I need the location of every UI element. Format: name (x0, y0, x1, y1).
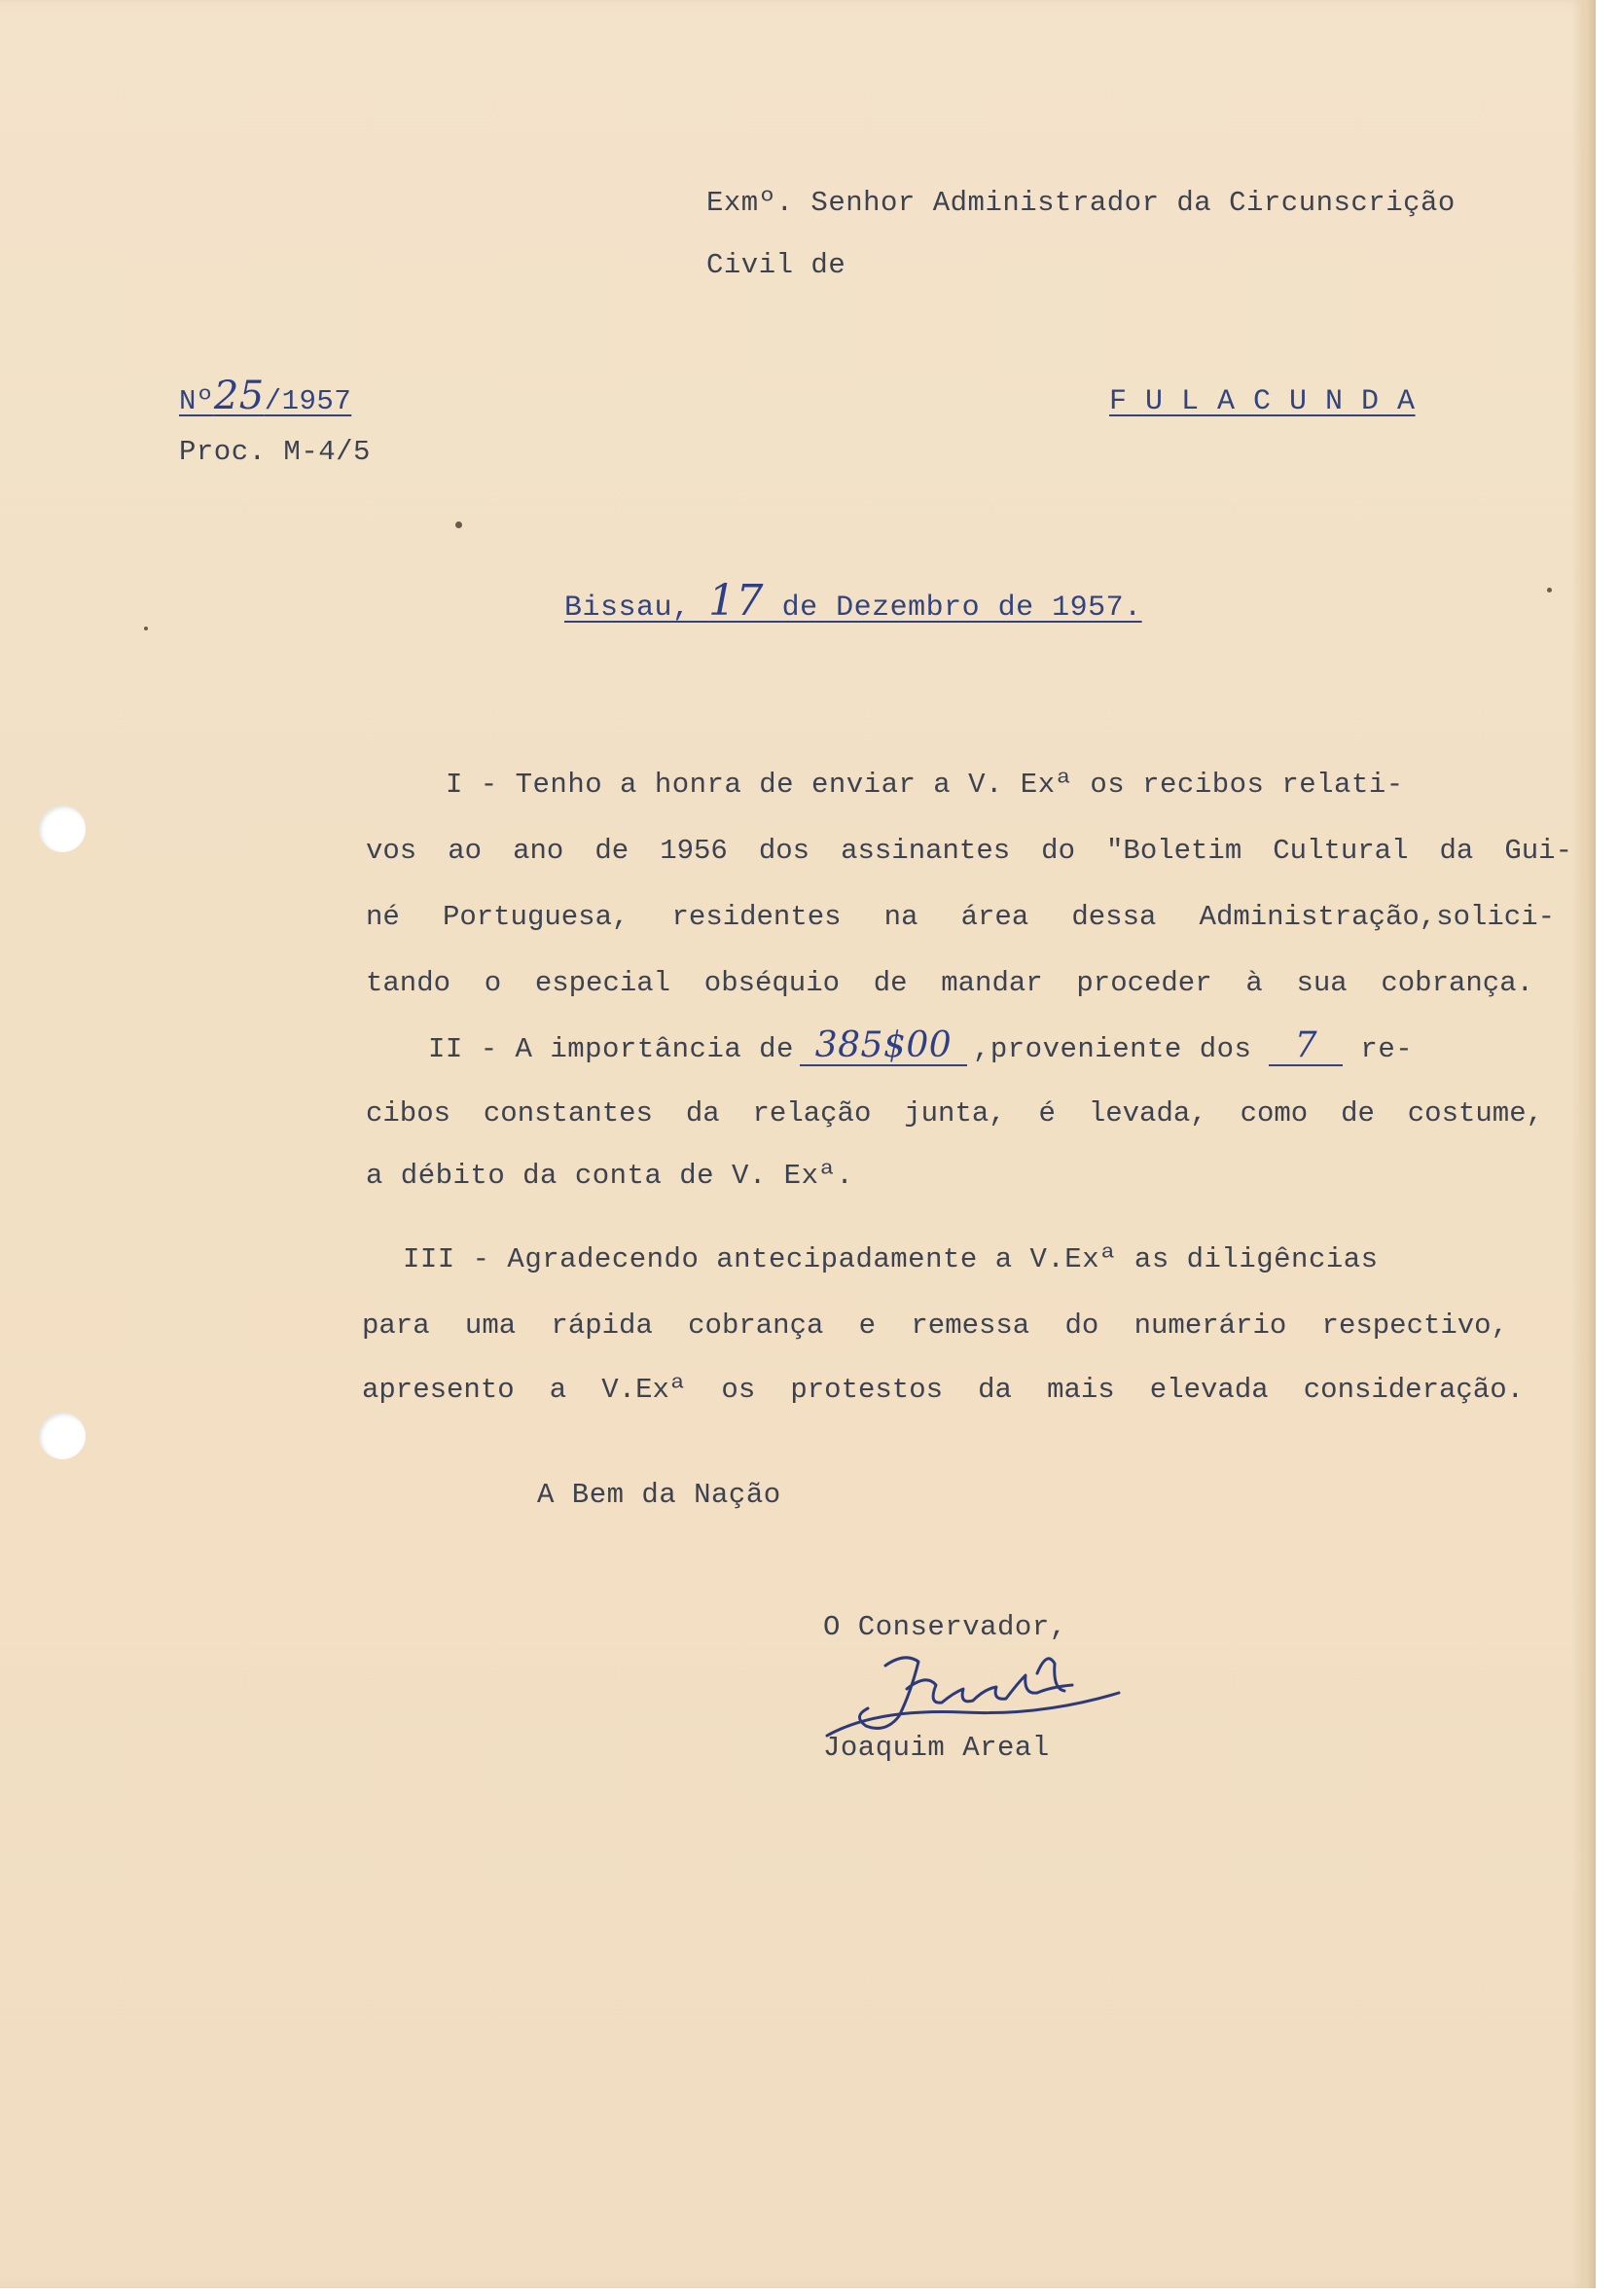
reference-number-year: /1957 (264, 385, 352, 417)
paper-speck (1547, 588, 1552, 592)
paragraph-3-line-2: para uma rápida cobrança e remessa do numerário respectivo, (362, 1309, 1508, 1342)
receipt-count-handwritten: 7 (1294, 1025, 1318, 1065)
addressee-place: F U L A C U N D A (1109, 385, 1416, 418)
paragraph-1-line-3: né Portuguesa, residentes na área dessa Administração,solici- (366, 901, 1555, 933)
dateline-city: Bissau, (564, 592, 691, 625)
paragraph-1-line-4: tando o especial obséquio de mandar proceder à sua cobrança. (366, 967, 1533, 999)
paper-edge (1572, 0, 1596, 2288)
paragraph-2-line-2: cibos constantes da relação junta, é levada, como de costume, (366, 1097, 1543, 1130)
process-reference: Proc. M-4/5 (179, 436, 371, 468)
dateline (564, 576, 1142, 626)
paragraph-3-line-1: III - Agradecendo antecipadamente a V.Exª as diligências (403, 1243, 1379, 1275)
paragraph-1-line-2: vos ao ano de 1956 dos assinantes do "Boletim Cultural da Gui- (366, 835, 1572, 867)
paragraph-1-line-1: I - Tenho a honra de enviar a V. Exª os recibos relati- (446, 769, 1404, 801)
paragraph-3-line-3: apresento a V.Exª os protestos da mais elevada consideração. (362, 1374, 1524, 1406)
signer-name: Joaquim Areal (823, 1732, 1050, 1764)
reference-number-handwritten: 25 (213, 374, 265, 418)
addressee-line-2: Civil de (706, 249, 846, 281)
closing-salutation: A Bem da Nação (537, 1479, 781, 1511)
reference-number-prefix: Nº (179, 385, 214, 417)
paragraph-2-line-3: a débito da conta de V. Exª. (366, 1160, 854, 1192)
paper-speck (455, 521, 462, 528)
paragraph-2-line-1-mid: ,proveniente dos (972, 1033, 1252, 1065)
paragraph-2-line-1-end: re- (1360, 1033, 1414, 1065)
addressee-line-1: Exmº. Senhor Administrador da Circunscrição (706, 187, 1456, 219)
reference-number (179, 374, 351, 418)
dateline-day-handwritten: 17 (708, 576, 765, 626)
paper-speck (144, 627, 148, 630)
dateline-rest: de Dezembro de 1957. (781, 592, 1142, 625)
signer-title: O Conservador, (823, 1611, 1067, 1643)
amount-handwritten: 385$00 (814, 1025, 953, 1065)
paragraph-2-line-1-start: II - A importância de (428, 1033, 794, 1065)
punch-hole-bottom (39, 1413, 86, 1459)
paragraph-2-line-1 (428, 1027, 1413, 1066)
punch-hole-top (39, 806, 86, 852)
